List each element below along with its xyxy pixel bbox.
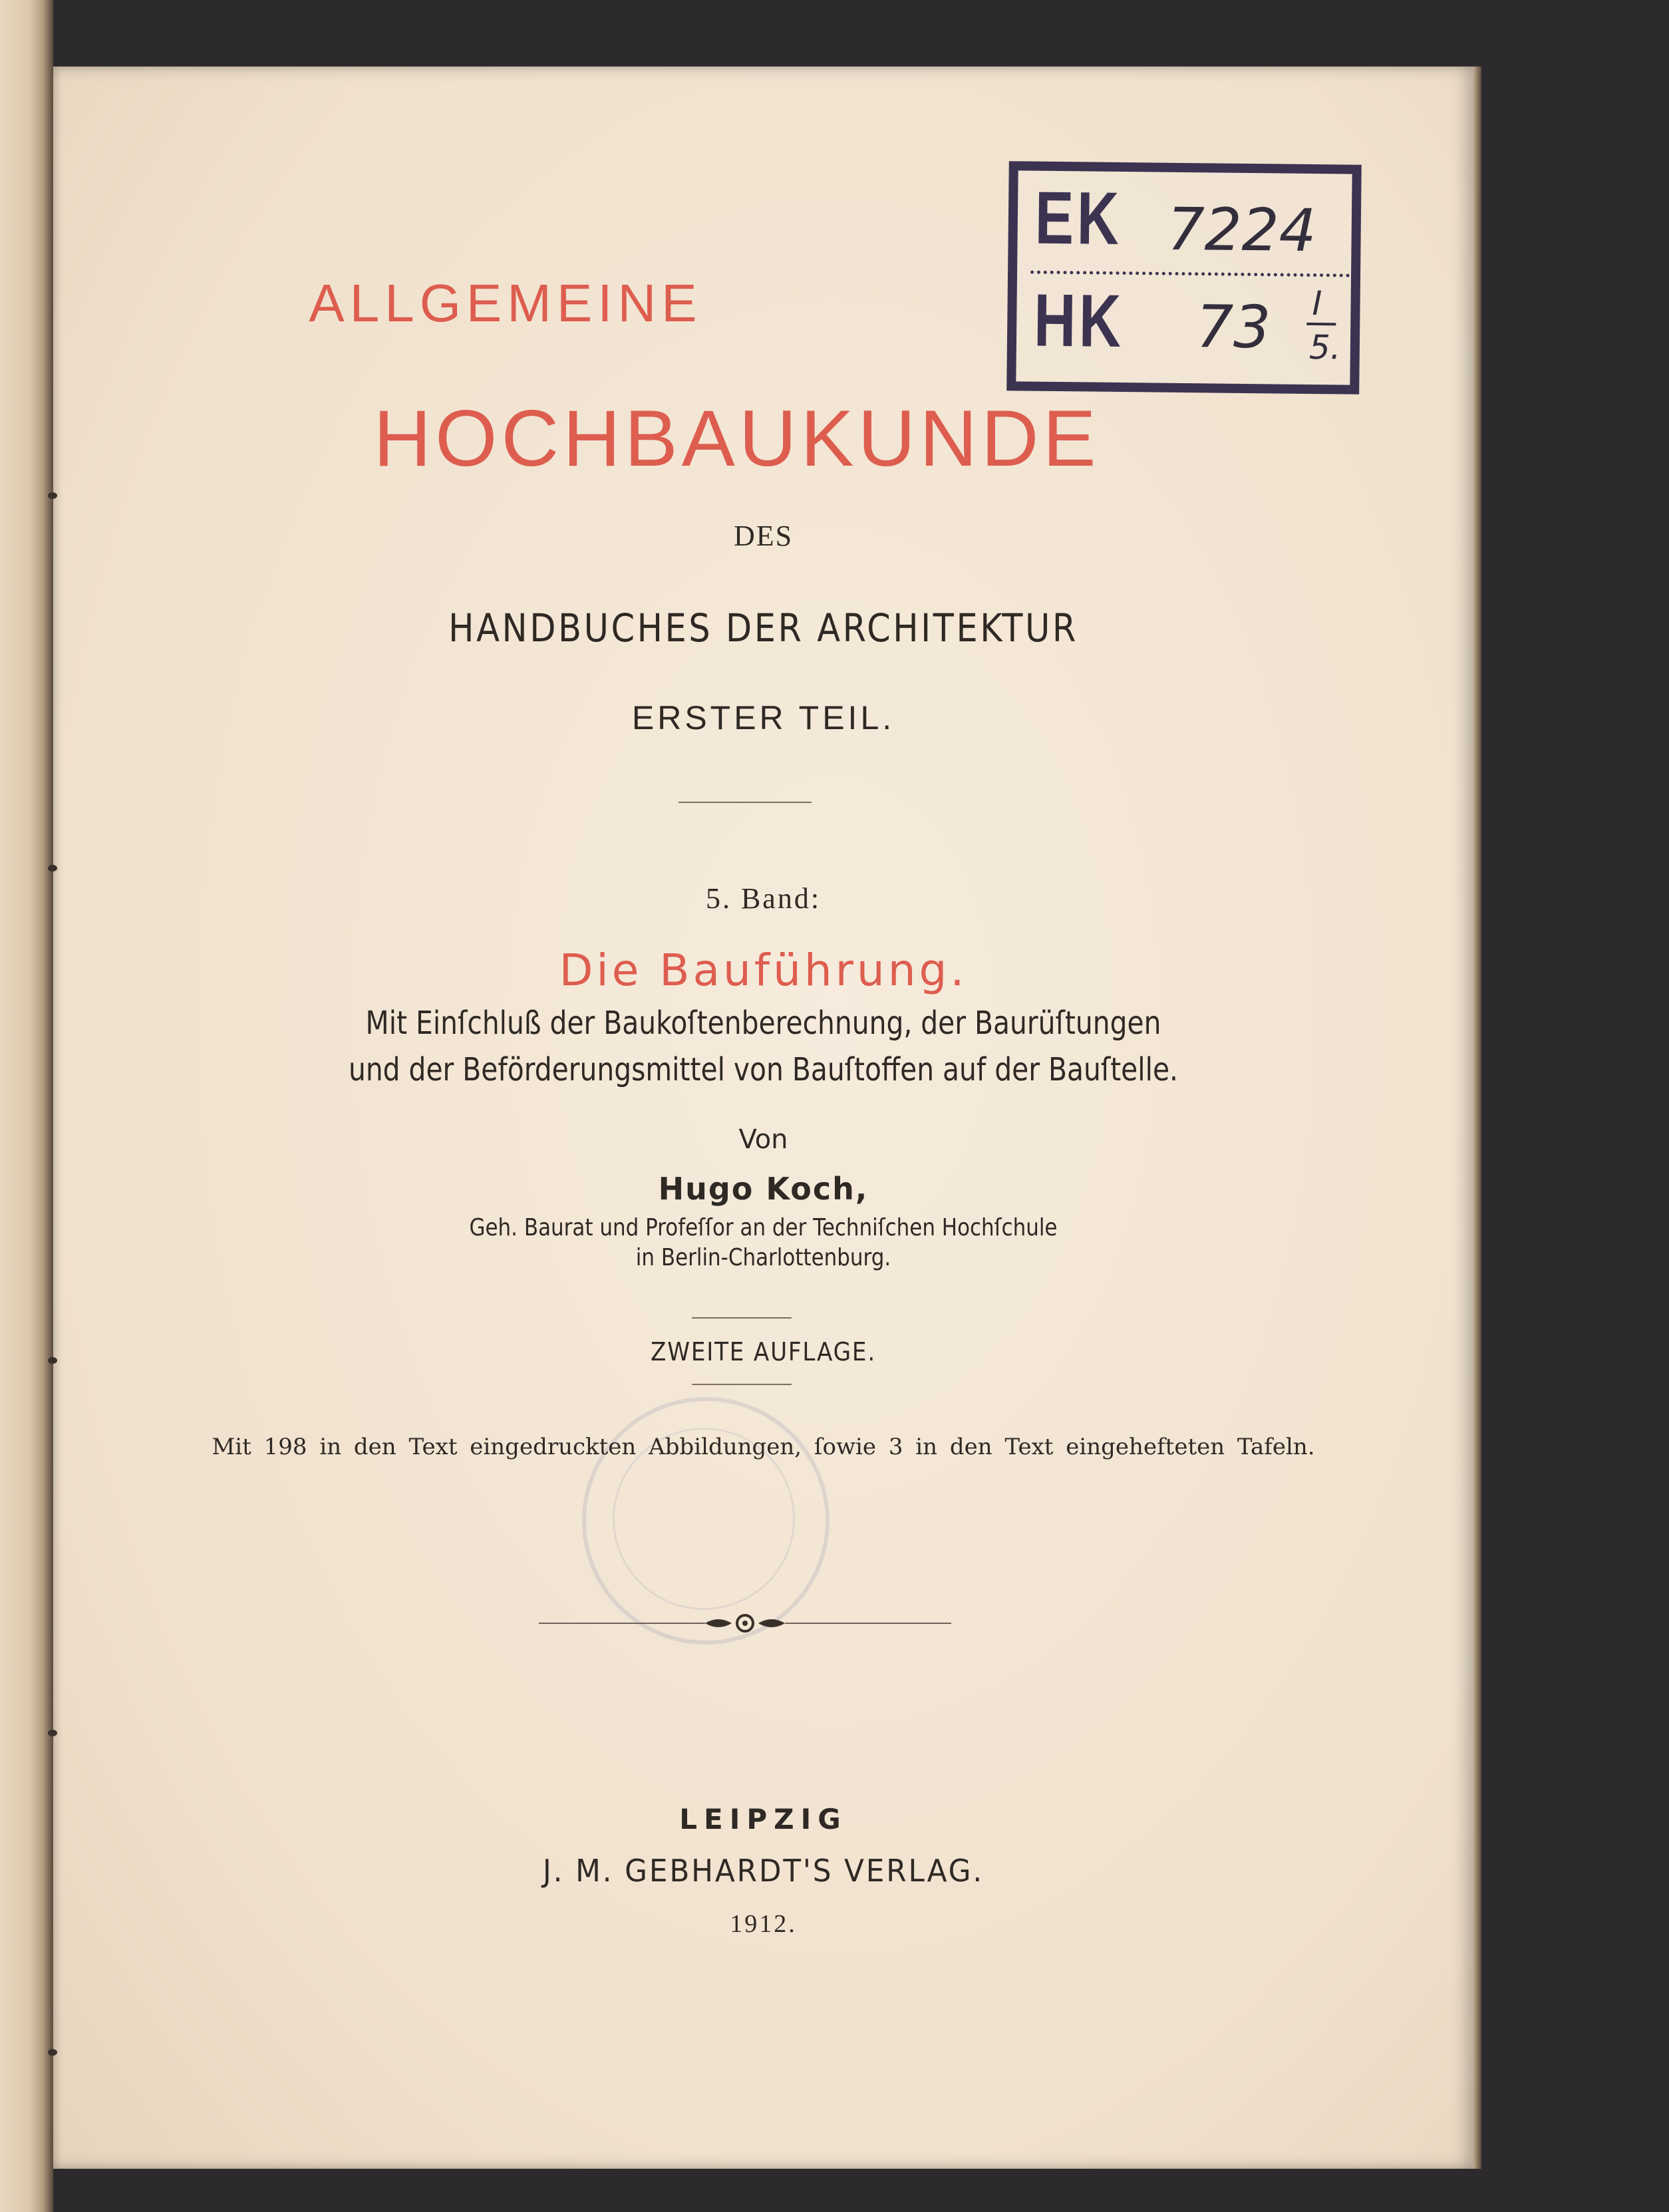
- stamp-fraction-bar: [1306, 323, 1336, 325]
- volume-title: Die Bauführung.: [559, 945, 968, 996]
- volume-subtitle-line2: und der Beförderungsmittel von Bauſtoffen auf der Bauſtelle.: [348, 1051, 1179, 1088]
- stamp-code-row1: EK: [1034, 176, 1123, 261]
- divider-rule: [692, 1317, 792, 1319]
- stamp-code-row2: HK: [1033, 278, 1125, 363]
- volume-subtitle-line1: Mit Einſchluß der Baukoſtenberechnung, der Baurüſtungen: [365, 1005, 1161, 1042]
- author-by: Von: [738, 1124, 788, 1155]
- stamp-fraction-top: I: [1312, 284, 1322, 323]
- library-stamp: [1006, 161, 1362, 395]
- title-allgemeine: ALLGEMEINE: [309, 273, 702, 333]
- stamp-number-row2: 73: [1195, 292, 1271, 362]
- divider-rule: [679, 802, 812, 803]
- book-cover-edge: [0, 0, 53, 2212]
- imprint-publisher: J. M. GEBHARDT'S VERLAG.: [542, 1853, 985, 1889]
- binding-stitch: [48, 1730, 57, 1736]
- edition: ZWEITE AUFLAGE.: [650, 1337, 877, 1366]
- binding-stitch: [48, 1357, 57, 1364]
- page-edge-shadow: [1473, 67, 1481, 2169]
- stamp-fraction-bottom: 5.: [1308, 327, 1341, 367]
- volume-label: 5. Band:: [705, 882, 822, 915]
- author-position-line2: in Berlin-Charlottenburg.: [635, 1244, 891, 1271]
- stamp-divider: [1030, 271, 1350, 277]
- ornament-divider: [539, 1610, 951, 1637]
- imprint-city: LEIPZIG: [679, 1803, 847, 1835]
- stamp-number-row1: 7224: [1167, 194, 1317, 265]
- binding-stitch: [48, 865, 57, 871]
- title-des: DES: [733, 520, 794, 552]
- title-handbuches: HANDBUCHES DER ARCHITEKTUR: [448, 605, 1078, 651]
- divider-rule: [692, 1384, 792, 1385]
- illustrations-note: Mit 198 in den Text eingedruckten Abbildungen, ſowie 3 in den Text eingehefteten Tafeln.: [212, 1434, 1315, 1460]
- author-name: Hugo Koch,: [658, 1171, 869, 1207]
- author-position-line1: Geh. Baurat und Profeſſor an der Techniſchen Hochſchule: [469, 1214, 1058, 1241]
- title-erster-teil: ERSTER TEIL.: [631, 699, 895, 736]
- binding-stitch: [48, 2049, 57, 2056]
- title-hochbaukunde: HOCHBAUKUNDE: [373, 394, 1100, 483]
- binding-stitch: [48, 492, 57, 499]
- imprint-year: 1912.: [730, 1910, 797, 1938]
